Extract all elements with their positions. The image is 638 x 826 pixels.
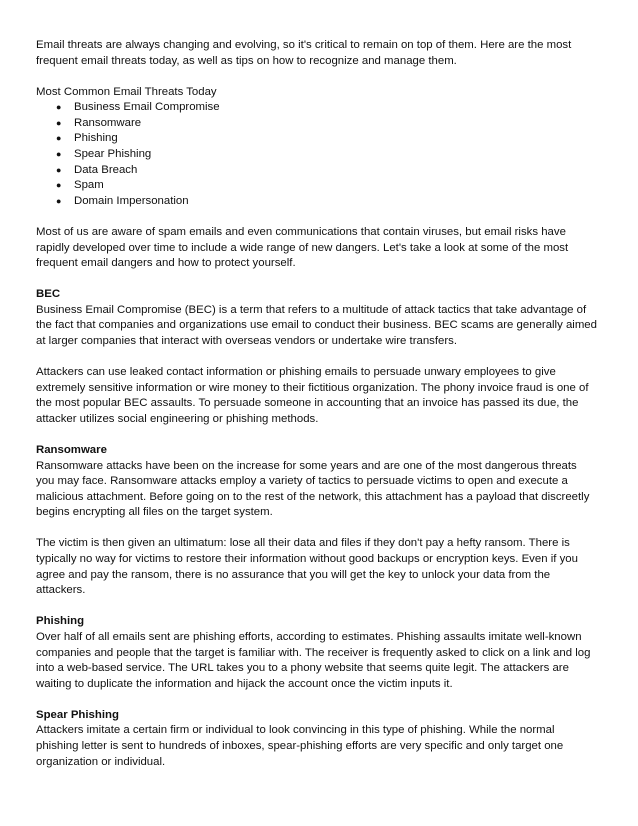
list-item: ● Data Breach <box>36 163 598 179</box>
bullet-icon: ● <box>56 164 62 175</box>
section-heading-bec: BEC <box>36 288 61 301</box>
bullet-icon: ● <box>56 117 62 128</box>
list-item: ● Phishing <box>36 131 598 147</box>
section-paragraph: Attackers can use leaked contact information or phishing emails to persuade unwary employees to give extremely sensitive information or wire money to their fictitious organization. The phony invoice fraud is one of the most popular BEC assaults. To persuade someone in accounting that an invoice has passed its due, the attacker utilizes social engineering or phishing methods. <box>36 366 589 425</box>
bullet-icon: ● <box>56 133 62 144</box>
list-item: ● Business Email Compromise <box>36 100 598 116</box>
intro-paragraph: Email threats are always changing and evolving, so it's critical to remain on top of them. Here are the most frequent email threats today, as well as tips on how to recognize and manage them. <box>36 39 572 67</box>
section-heading-spear-phishing: Spear Phishing <box>36 708 119 721</box>
section-paragraph: The victim is then given an ultimatum: lose all their data and files if they don't pay a hefty ransom. There is typically no way for victims to restore their information without good backups or encryption keys. Even if you agree and pay the ransom, there is no assurance that you will get the key to unlock your data from the attackers. <box>36 537 578 597</box>
section-paragraph: Business Email Compromise (BEC) is a term that refers to a multitude of attack tactics that take advantage of the fact that companies and organizations use email to conduct their business. BEC scams are generally aimed at larger companies that interact with overseas vendors or undertake wire transfers. <box>36 303 597 347</box>
overview-paragraph: Most of us are aware of spam emails and even communications that contain viruses, but email risks have rapidly developed over time to include a wide range of new dangers. Let's take a look at some of the most frequent email dangers and how to protect yourself. <box>36 225 569 270</box>
bullet-icon: ● <box>56 180 62 191</box>
document-page <box>36 38 598 770</box>
list-item: ● Domain Impersonation <box>36 194 598 210</box>
bullet-icon: ● <box>56 149 62 160</box>
threat-list-title: Most Common Email Threats Today <box>36 85 217 98</box>
threat-list <box>36 100 598 209</box>
list-item: ● Ransomware <box>36 116 598 132</box>
list-item: ● Spear Phishing <box>36 147 598 163</box>
section-paragraph: Ransomware attacks have been on the increase for some years and are one of the most dangerous threats you may face. Ransomware attacks employ a variety of tactics to persuade victims to open and execute a malicious attachment. Before going on to the rest of the network, this attachment has a payload that discreetly begins encrypting all files on the target system. <box>36 459 590 519</box>
bullet-icon: ● <box>56 102 62 113</box>
section-heading-phishing: Phishing <box>36 615 85 628</box>
bullet-icon: ● <box>56 195 62 206</box>
section-heading-ransomware: Ransomware <box>36 443 107 456</box>
section-paragraph: Attackers imitate a certain firm or individual to look convincing in this type of phishing. While the normal phishing letter is sent to hundreds of inboxes, spear-phishing efforts are very specific and only target one organization or individual. <box>36 724 564 768</box>
section-paragraph: Over half of all emails sent are phishing efforts, according to estimates. Phishing assaults imitate well-known companies and people that the target is familiar with. The receiver is frequently asked to click on a link and log into a web-based service. The URL takes you to a phony website that seems quite legit. The attackers are waiting to duplicate the information and hijack the account once the victim inputs it. <box>36 630 591 690</box>
list-item: ● Spam <box>36 178 598 194</box>
